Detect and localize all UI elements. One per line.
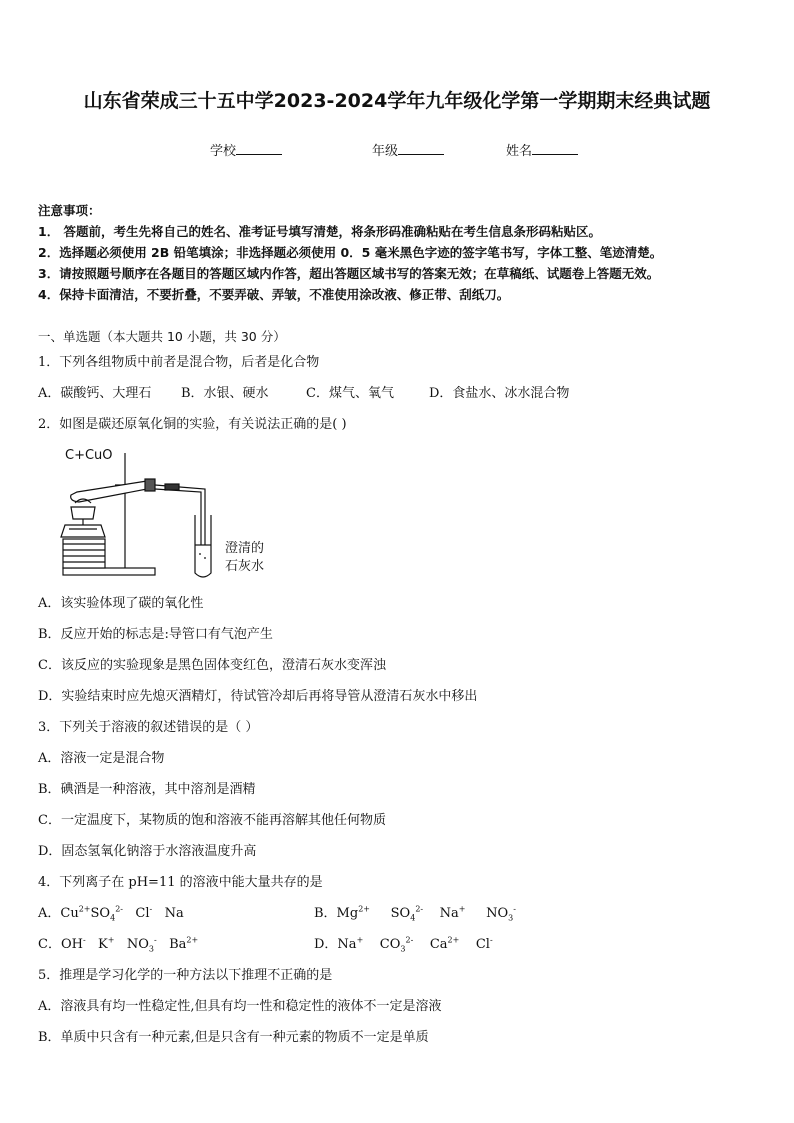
figure-label-limewater-2: 石灰水 — [225, 559, 265, 574]
q2-option-b[interactable]: B．反应开始的标志是:导管口有气泡产生 — [38, 627, 273, 642]
q1-option-c[interactable]: C．煤气、氧气 — [306, 386, 394, 401]
q5-stem: 5．推理是学习化学的一种方法以下推理不正确的是 — [38, 968, 333, 983]
q4-stem: 4．下列离子在 pH=11 的溶液中能大量共存的是 — [38, 875, 323, 890]
exam-title: 山东省荣成三十五中学2023-2024学年九年级化学第一学期期末经典试题 — [83, 90, 711, 112]
notice-item-2: 2．选择题必须使用 2B 铅笔填涂；非选择题必须使用 0．5 毫米黑色字迹的签字笔书写，字体工整、笔迹清楚。 — [38, 245, 663, 260]
q1-option-a[interactable]: A．碳酸钙、大理石 — [38, 386, 152, 401]
q2-stem: 2．如图是碳还原氧化铜的实验，有关说法正确的是( ) — [38, 417, 347, 432]
name-label: 姓名 — [506, 144, 533, 159]
q4-a-prefix: A．Cu — [38, 906, 79, 921]
notice-item-1: 1． 答题前，考生先将自己的姓名、准考证号填写清楚，将条形码准确粘贴在考生信息条形码粘贴区。 — [38, 224, 602, 239]
notice-item-3: 3．请按照题号顺序在各题目的答题区域内作答，超出答题区域书写的答案无效；在草稿纸、试题卷上答题无效。 — [38, 266, 660, 281]
name-field — [506, 140, 578, 159]
notice-heading: 注意事项： — [38, 203, 101, 218]
q4-d-prefix: D．Na — [314, 937, 357, 952]
q3-option-d[interactable]: D．固态氢氧化钠溶于水溶液温度升高 — [38, 844, 257, 859]
school-blank[interactable] — [236, 142, 282, 155]
grade-field — [372, 140, 444, 159]
school-field — [210, 140, 282, 159]
q2-option-c[interactable]: C．该反应的实验现象是黑色固体变红色，澄清石灰水变浑浊 — [38, 658, 386, 673]
school-label: 学校 — [210, 144, 237, 159]
q3-option-b[interactable]: B．碘酒是一种溶液，其中溶剂是酒精 — [38, 782, 256, 797]
q4-option-c[interactable]: C．OH- K+ $NO_3^-$ $Ba^{2+}$ — [38, 935, 199, 954]
q2-option-d[interactable]: D．实验结束时应先熄灭酒精灯，待试管冷却后再将导管从澄清石灰水中移出 — [38, 689, 478, 704]
q4-option-b[interactable]: B．$Mg^{2+}$ $SO_4^{2-}$ Na+ $NO_3^-$ — [314, 904, 516, 923]
name-blank[interactable] — [532, 142, 578, 155]
section-heading: 一、单选题（本大题共 10 小题，共 30 分） — [38, 329, 286, 344]
q3-stem: 3．下列关于溶液的叙述错误的是（ ） — [38, 720, 259, 735]
q5-option-b[interactable]: B．单质中只含有一种元素,但是只含有一种元素的物质不一定是单质 — [38, 1030, 429, 1045]
figure-label-reagents: C+CuO — [65, 448, 113, 463]
figure-label-limewater-1: 澄清的 — [225, 541, 265, 556]
apparatus-drawing — [55, 445, 295, 585]
notice-item-4: 4．保持卡面清洁，不要折叠，不要弄破、弄皱，不准使用涂改液、修正带、刮纸刀。 — [38, 287, 510, 302]
q4-b-prefix: B．Mg — [314, 906, 359, 921]
q2-option-a[interactable]: A．该实验体现了碳的氧化性 — [38, 596, 204, 611]
q1-option-d[interactable]: D．食盐水、冰水混合物 — [429, 386, 570, 401]
q3-option-c[interactable]: C．一定温度下，某物质的饱和溶液不能再溶解其他任何物质 — [38, 813, 386, 828]
q1-stem: 1．下列各组物质中前者是混合物，后者是化合物 — [38, 355, 320, 370]
grade-blank[interactable] — [398, 142, 444, 155]
q4-option-d[interactable]: D．Na+ $CO_3^{2-}$ $Ca^{2+}$ Cl- — [314, 935, 493, 954]
q4-option-a[interactable]: A．$Cu^{2+}SO_4^{2-}$ Cl- Na — [38, 904, 184, 923]
q3-option-a[interactable]: A．溶液一定是混合物 — [38, 751, 165, 766]
q4-c-prefix: C．OH — [38, 937, 83, 952]
grade-label: 年级 — [372, 144, 399, 159]
q1-option-b[interactable]: B．水银、硬水 — [181, 386, 269, 401]
experiment-figure — [55, 445, 295, 585]
q5-option-a[interactable]: A．溶液具有均一性稳定性,但具有均一性和稳定性的液体不一定是溶液 — [38, 999, 442, 1014]
